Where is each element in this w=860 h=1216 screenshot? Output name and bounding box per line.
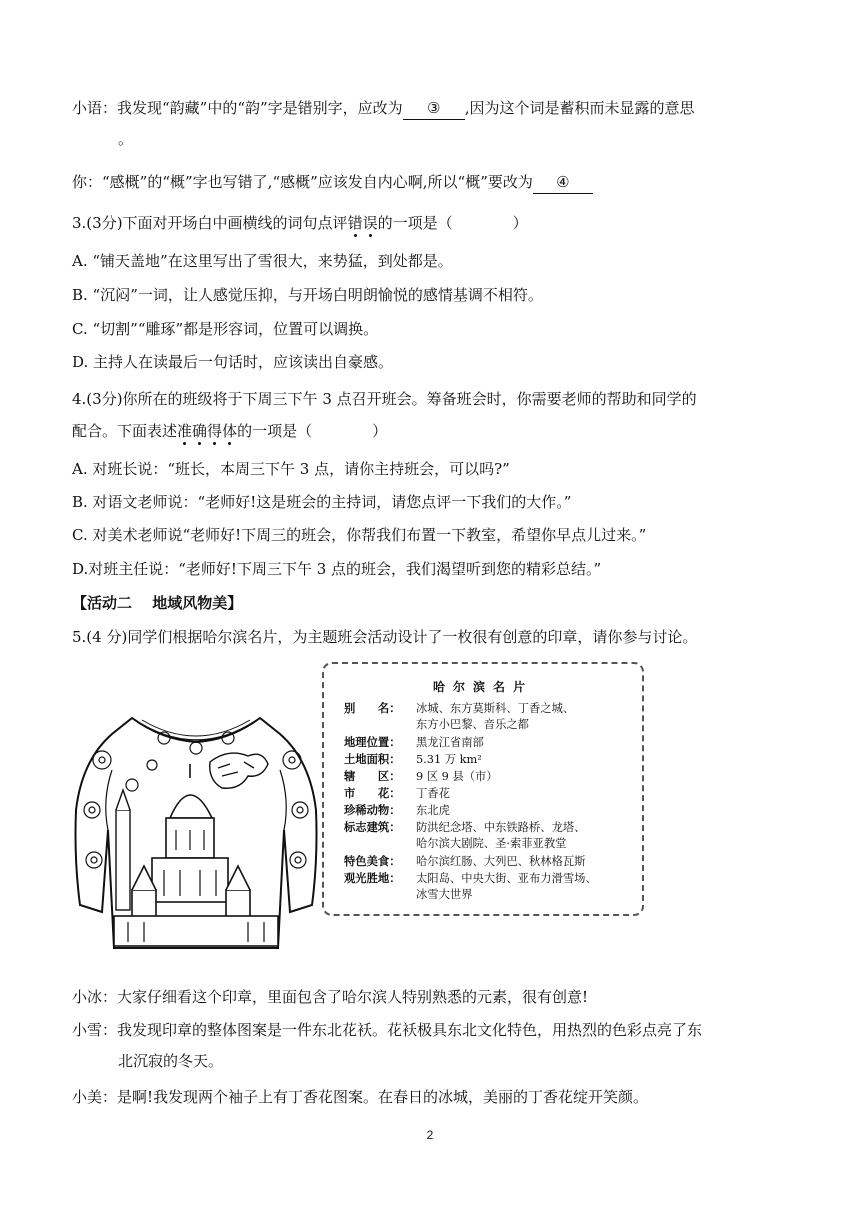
card-value: 9 区 9 县（市）: [416, 770, 498, 783]
q3-option-c: C. “切割”“雕琢”都是形容词，位置可以调换。: [72, 320, 379, 338]
q4-emph-4: 体: [222, 422, 238, 440]
q3-emph-1: 错: [347, 214, 363, 232]
card-row: [344, 870, 634, 887]
q4-option-c: C. 对美术老师说“老师好!下周三的班会，你帮我们布置一下教室，希望你早点儿过来。”: [72, 526, 647, 544]
card-row: [344, 802, 634, 819]
card-row: [344, 819, 634, 836]
q4-stem-line2: [72, 420, 800, 442]
xiaoyu-wrap: 。: [118, 130, 134, 148]
q3-stem: [72, 212, 800, 234]
card-key: 地理位置：: [344, 735, 401, 749]
card-value: 东北虎: [416, 804, 450, 817]
card-value: 东方小巴黎、音乐之都: [416, 718, 529, 731]
card-row: [344, 734, 634, 751]
q4-option-b: B. 对语文老师说：“老师好!这是班会的主持词，请您点评一下我们的大作。”: [72, 493, 572, 511]
xiaoyu-line: [72, 97, 800, 120]
card-key: 土地面积：: [344, 752, 401, 766]
card-value: 5.31 万 km²: [416, 753, 482, 766]
q5-stem: 5.(4 分)同学们根据哈尔滨名片，为主题班会活动设计了一枚很有创意的印章，请你参与讨论。: [72, 628, 698, 646]
ni-line: [72, 171, 800, 194]
card-key: 标志建筑：: [344, 820, 401, 834]
q4-stem-pre: 配合。下面表述: [72, 422, 178, 440]
card-value: 太阳岛、中央大街、亚布力滑雪场、: [416, 872, 597, 885]
card-row: [344, 887, 634, 903]
q3-option-b: B. “沉闷”一词，让人感觉压抑，与开场白明朗愉悦的感情基调不相符。: [72, 286, 543, 304]
xiaoxue-line1: 小雪：我发现印章的整体图案是一件东北花袄。花袄极具东北文化特色，用热烈的色彩点亮了东: [72, 1021, 703, 1039]
card-key: 观光胜地：: [344, 871, 401, 885]
card-row: [344, 700, 634, 717]
q3-emph-2: 误: [362, 214, 378, 232]
xiaoyu-tail: ,因为这个词是蓄积而未显露的意思: [464, 99, 695, 117]
card-row: [344, 768, 634, 785]
card-value: 丁香花: [416, 787, 450, 800]
q4-emph-1: 准: [177, 422, 193, 440]
card-value: 哈尔滨红肠、大列巴、秋林格瓦斯: [416, 855, 586, 868]
page-number: 2: [426, 1128, 434, 1142]
card-row: [344, 751, 634, 768]
card-key: 辖 区：: [344, 769, 401, 783]
q3-option-a: A. “铺天盖地”在这里写出了雪很大，来势猛，到处都是。: [72, 252, 453, 270]
q4-option-a: A. 对班长说：“班长，本周三下午 3 点，请你主持班会，可以吗?”: [72, 460, 510, 478]
card-row: [344, 836, 634, 852]
q3-stem-pre: 3.(3分)下面对开场白中画横线的词句点评: [72, 214, 348, 232]
card-row: [344, 853, 634, 870]
card-key: 特色美食：: [344, 854, 401, 868]
card-value: 冰城、东方莫斯科、丁香之城、: [416, 702, 575, 715]
card-key: 别 名：: [344, 701, 401, 715]
q4-stem-line1: 4.(3分)你所在的班级将于下周三下午 3 点召开班会。筹备班会时，你需要老师的帮助和同学的: [72, 390, 697, 408]
card-value: 黑龙江省南部: [416, 736, 484, 749]
xiaoxue-line2: 北沉寂的冬天。: [118, 1052, 224, 1070]
card-row: [344, 717, 634, 733]
card-value: 冰雪大世界: [416, 888, 473, 901]
q3-stem-post: 的一项是（ ）: [377, 214, 528, 232]
xiaomei-line: 小美：是啊!我发现两个袖子上有丁香花图案。在春日的冰城，美丽的丁香花绽开笑颜。: [72, 1088, 649, 1106]
xiaobing-line: 小冰：大家仔细看这个印章，里面包含了哈尔滨人特别熟悉的元素，很有创意!: [72, 988, 589, 1006]
card-key: 市 花：: [344, 786, 401, 800]
q4-emph-2: 确: [192, 422, 208, 440]
card-row: [344, 785, 634, 802]
ni-text: 你：“感概”的“概”字也写错了,“感概”应该发自内心啊,所以“概”要改为: [72, 173, 533, 191]
q4-emph-3: 得: [207, 422, 223, 440]
q4-option-d: D.对班主任说：“老师好!下周三下午 3 点的班会，我们渴望听到您的精彩总结。”: [72, 560, 602, 578]
harbin-jacket-stamp-image: [72, 690, 320, 958]
harbin-card: [322, 662, 644, 916]
blank-4: ④: [533, 171, 593, 194]
card-value: 哈尔滨大剧院、圣·索菲亚教堂: [416, 837, 567, 850]
card-value: 防洪纪念塔、中东铁路桥、龙塔、: [416, 821, 586, 834]
blank-3: ③: [403, 97, 465, 120]
card-title: 哈尔滨名片: [432, 680, 533, 694]
activity2-heading: 【活动二 地域风物美】: [72, 594, 243, 612]
card-key: 珍稀动物：: [344, 803, 401, 817]
xiaoyu-text: 小语：我发现“韵藏”中的“韵”字是错别字，应改为: [72, 99, 403, 117]
q4-stem-post: 的一项是（ ）: [237, 422, 388, 440]
q3-option-d: D. 主持人在读最后一句话时，应该读出自豪感。: [72, 353, 394, 371]
